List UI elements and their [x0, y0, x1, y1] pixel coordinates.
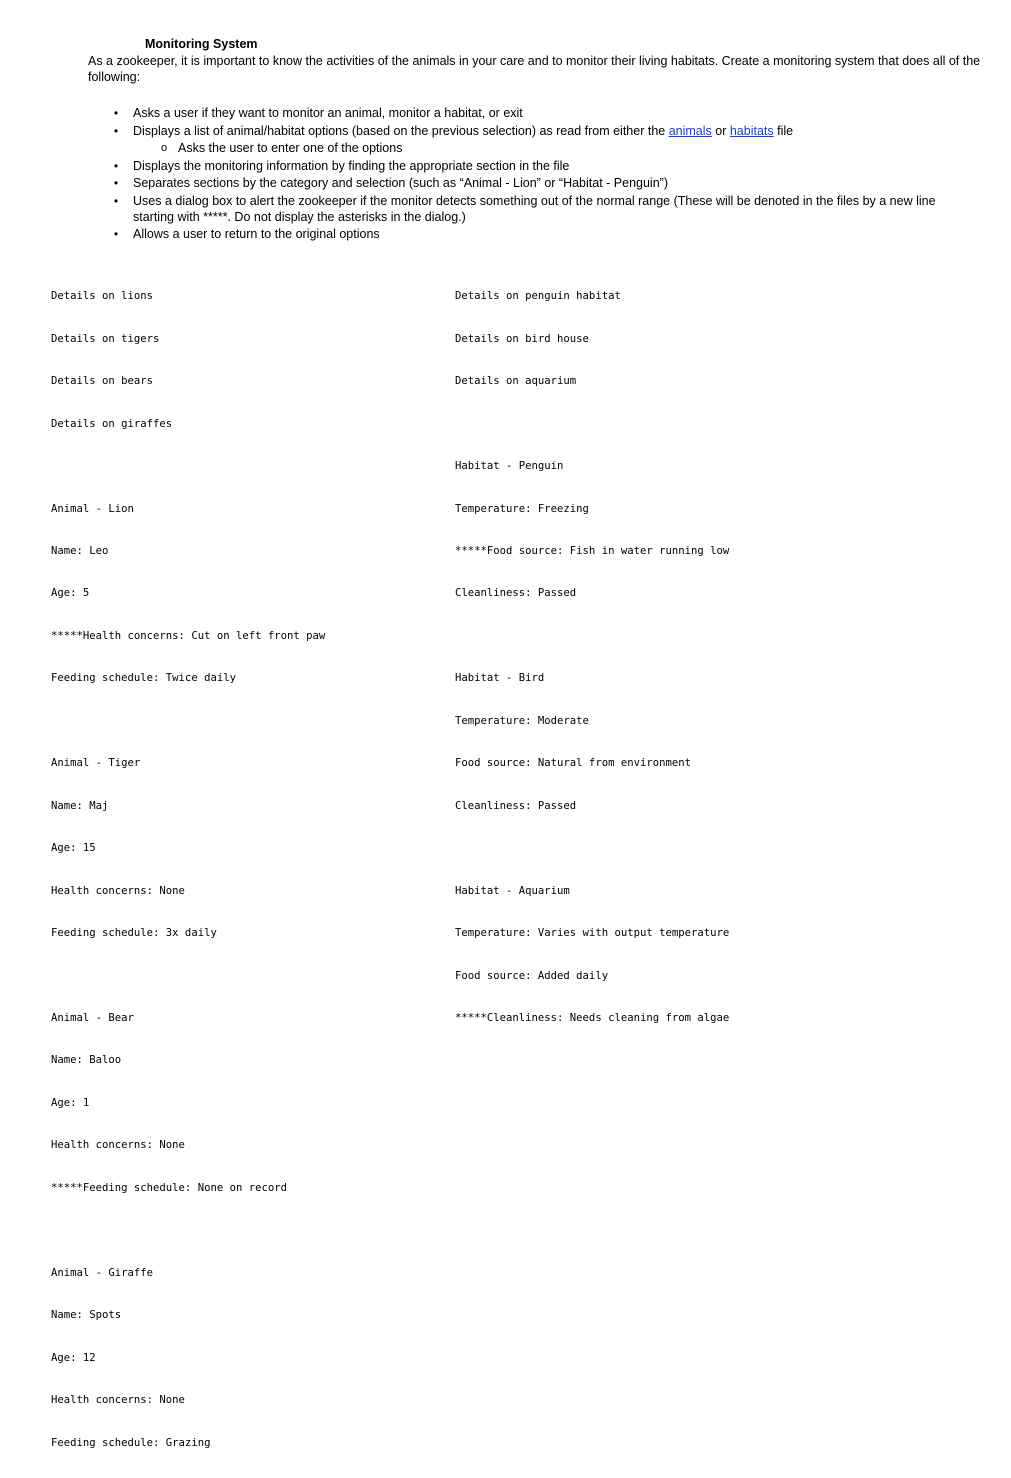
detail-line: Name: Leo: [51, 545, 109, 558]
animals-file-listing: [51, 261, 325, 1478]
bullet-icon: •: [113, 176, 119, 190]
sub-bullet-icon: o: [160, 142, 168, 154]
menu-line: Details on aquarium: [455, 375, 577, 388]
menu-line: Details on bears: [51, 375, 154, 388]
detail-line: Health concerns: None: [51, 884, 185, 897]
bullet-icon: •: [113, 193, 119, 208]
section-header: Animal - Bear: [51, 1012, 134, 1025]
detail-line: Age: 1: [51, 1096, 90, 1109]
bullet-text: Uses a dialog box to alert the zookeeper if the monitor detects something out of the normal range (These will be denoted in the files by a new line starting with *****. Do not display the asterisks in the dialog.): [133, 193, 936, 224]
detail-line: Temperature: Moderate: [455, 714, 589, 727]
detail-line: Name: Baloo: [51, 1054, 122, 1067]
detail-line: Cleanliness: Passed: [455, 587, 577, 600]
blank-line: [455, 417, 729, 431]
alert-line: *****Feeding schedule: None on record: [51, 1181, 287, 1194]
bullet-text: Displays the monitoring information by finding the appropriate section in the file: [133, 158, 570, 173]
alert-line: *****Cleanliness: Needs cleaning from algae: [455, 1012, 730, 1025]
blank-line: [51, 969, 325, 983]
detail-line: Food source: Added daily: [455, 969, 609, 982]
detail-line: Cleanliness: Passed: [455, 799, 577, 812]
habitats-file-listing: [455, 261, 729, 1053]
blank-line: [455, 629, 729, 643]
list-item: [110, 158, 970, 174]
detail-line: Food source: Natural from environment: [455, 757, 691, 770]
menu-line: Details on tigers: [51, 332, 160, 345]
blank-line: [51, 714, 325, 728]
blank-line: [51, 459, 325, 473]
menu-line: Details on bird house: [455, 332, 589, 345]
bullet-icon: •: [113, 123, 119, 138]
bullet-text: file: [773, 123, 794, 138]
bullet-text: Separates sections by the category and selection (such as “Animal - Lion” or “Habitat - Penguin”): [133, 176, 668, 190]
bullet-text: Asks the user to enter one of the options: [178, 141, 403, 155]
bullet-icon: •: [113, 227, 119, 241]
section-header: Habitat - Aquarium: [455, 884, 570, 897]
bullet-text: Displays a list of animal/habitat options (based on the previous selection) as read from either the: [133, 123, 669, 138]
detail-line: Name: Maj: [51, 799, 109, 812]
habitats-file-link[interactable]: habitats: [729, 123, 774, 138]
bullet-icon: •: [113, 158, 119, 173]
bullet-icon: •: [113, 106, 119, 120]
menu-line: Details on giraffes: [51, 417, 173, 430]
section-header: Animal - Lion: [51, 502, 134, 515]
document-title: Monitoring System: [145, 37, 258, 51]
list-item: [110, 123, 970, 139]
blank-line: [51, 1223, 325, 1237]
detail-line: Feeding schedule: 3x daily: [51, 927, 217, 940]
alert-line: *****Health concerns: Cut on left front paw: [51, 629, 326, 642]
animals-file-link[interactable]: animals: [668, 123, 712, 138]
list-item: [110, 140, 970, 156]
requirements-list: [110, 105, 970, 244]
detail-line: Feeding schedule: Grazing: [51, 1436, 211, 1449]
menu-line: Details on penguin habitat: [455, 290, 621, 303]
list-item: [110, 226, 970, 242]
intro-paragraph: As a zookeeper, it is important to know the activities of the animals in your care and to monitor their living habitats. Create a monitoring system that does all of the following:: [88, 54, 981, 84]
menu-line: Details on lions: [51, 290, 154, 303]
detail-line: Feeding schedule: Twice daily: [51, 672, 236, 685]
bullet-text: Asks a user if they want to monitor an animal, monitor a habitat, or exit: [133, 106, 523, 120]
bullet-text: Allows a user to return to the original options: [133, 227, 380, 241]
section-header: Habitat - Bird: [455, 672, 545, 685]
list-item: [110, 193, 970, 225]
bullet-text: or: [711, 123, 730, 138]
section-header: Animal - Giraffe: [51, 1266, 154, 1279]
detail-line: Age: 5: [51, 587, 90, 600]
list-item: [110, 175, 970, 191]
blank-line: [455, 841, 729, 855]
detail-line: Age: 15: [51, 842, 96, 855]
alert-line: *****Food source: Fish in water running low: [455, 545, 730, 558]
detail-line: Health concerns: None: [51, 1139, 185, 1152]
section-header: Animal - Tiger: [51, 757, 141, 770]
detail-line: Temperature: Freezing: [455, 502, 589, 515]
detail-line: Health concerns: None: [51, 1394, 185, 1407]
detail-line: Age: 12: [51, 1351, 96, 1364]
detail-line: Temperature: Varies with output temperature: [455, 927, 730, 940]
list-item: [110, 105, 970, 121]
section-header: Habitat - Penguin: [455, 460, 564, 473]
detail-line: Name: Spots: [51, 1309, 122, 1322]
